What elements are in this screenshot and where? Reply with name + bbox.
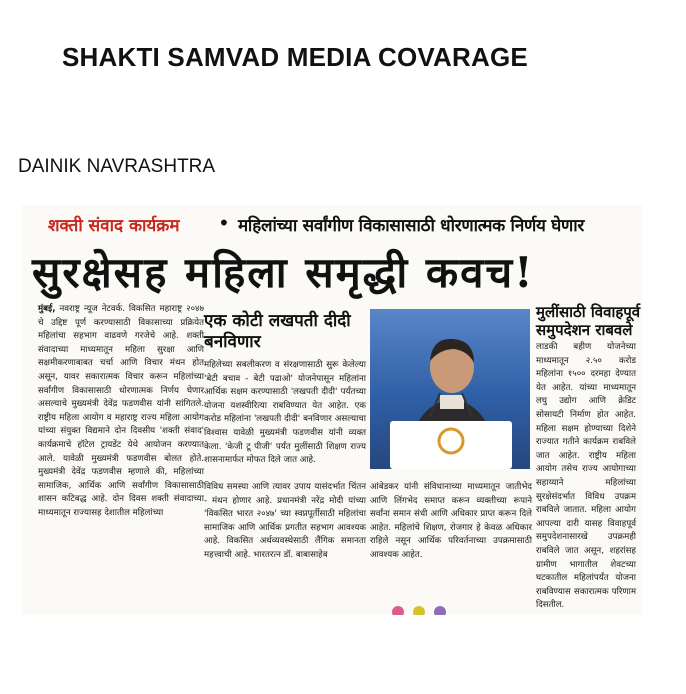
subheading-counselling: मुलींसाठी विवाहपूर्व समुपदेशन राबवले [536,303,641,339]
kicker-red: शक्ती संवाद कार्यक्रम [48,216,180,236]
column-2: महिलेच्या सबलीकरण व संरक्षणासाठी सुरू केलेल्या 'बेटी बचाव - बेटी पढाओ' योजनेपासून महिलांना आर्थिक सक्षम करण्यासाठी 'लखपती दीदी' पर्यंतच्या योजना यशस्वीरित्या राबविण्यात येत आहेत. एक करोड महिलांना 'लखपती दीदी' बनविणार असल्याचा विश्वास यावेळी मुख्यमंत्री फडणवीस यांनी व्यक्त केला. 'केजी टू पीजी' पर्यंत मुलींसाठी शिक्षण राज्य शासनामार्फत मोफत दिले जात आहे. [204,360,366,466]
dateline: मुंबई, [38,304,56,314]
source-label: DAINIK NAVRASHTRA [18,156,216,177]
slide-title: SHAKTI SAMVAD MEDIA COVARAGE [62,42,528,72]
column-4: लाडकी बहीण योजनेच्या माध्यमातून २.५० करोड महिलांना १५०० दरमहा देण्यात येत आहेत. यांच्या माध्यमातून लघु उद्योग आणि क्रेडिट सोसायटी निर्माण होत आहेत. महिला सक्षम होण्याच्या दिशेने राज्यात गतीने कार्यक्रम राबविले जात आहेत. राष्ट्रीय महिला आयोग तसेच राज्य आयोगाच्या सहाय्याने महिलांच्या सुरक्षेसंदर्भात विविध उपक्रम राबविले जातात. महिला आयोग आपल्या दारी यासह विवाहपूर्व समुपदेशनासारखे उपक्रमही राबविले जात असून, शहरांसह ग्रामीण भागातील शेवटच्या घटकातील महिलांपर्यंत योजना राबविण्यास सकारात्मक परिणाम दिसतील. [536,342,636,611]
decorative-dots [392,603,450,615]
kicker-bullet: • [218,211,230,235]
photo-speaker [370,309,530,469]
newspaper-clipping [22,205,642,615]
column-3b: आंबेडकर यांनी संविधानाच्या माध्यमातून जातीभेद आणि लिंगभेद समाप्त करून व्यक्तीच्या रूपाने सर्वांना समान संधी आणि अधिकार प्राप्त करून दिले आहेत. महिलांचे शिक्षण, रोजगार हे केवळ अधिकार राहिले नसून आर्थिक परिवर्तनाच्या उपक्रमासाठी आवश्यक आहेत. [370,482,532,560]
dot-purple [434,606,446,615]
kicker-row [22,211,642,241]
column-1-text: नवराष्ट्र न्यूज नेटवर्क. विकसित महाराष्ट्र २०४७ चे उद्दिष्ट पूर्ण करण्यासाठी विकासाच्या प्रक्रियेत महिलांचा सहभाग वाढवणे गरजेचे आहे. शक्ती संवादाच्या माध्यमातून महिला सुरक्षा आणि सक्षमीकरणाबाबत चर्चा आणि विचार मंथन होत असून, यावर सकारात्मक विचार करून महिलांच्या सर्वांगीण विकासासाठी धोरणात्मक निर्णय घेणार असल्याचे मुख्यमंत्री देवेंद्र फडणवीस यांनी सांगितले. राष्ट्रीय महिला आयोग व महाराष्ट्र राज्य महिला आयोग यांच्या संयुक्त विद्यमाने दोन दिवसीय 'शक्ती संवाद' कार्यक्रमाचे हॉटेल ट्रायडेंट येथे आयोजन करण्यात आले. यावेळी मुख्यमंत्री फडणवीस बोलत होते. मुख्यमंत्री देवेंद्र फडणवीस म्हणाले की, महिलांच्या सामाजिक, आर्थिक आणि सर्वांगीण विकासासाठी शासन कटिबद्ध आहे. दोन दिवस शक्ती संवादाच्या माध्यमातून राज्यासह देशातील महिलांच्या [38,304,204,518]
headline: सुरक्षेसह महिला समृद्धी कवच! [32,248,535,297]
dot-pink [392,606,404,615]
subheading-lakhpati: एक कोटी लखपती दीदी बनविणार [204,311,351,352]
dot-yellow [413,606,425,615]
speaker-illustration [370,309,530,469]
kicker-text: महिलांच्या सर्वांगीण विकासासाठी धोरणात्मक निर्णय घेणार [238,216,584,236]
column-1 [38,303,204,521]
column-3a: विविध समस्या आणि त्यावर उपाय यासंदर्भात चिंतन - मंथन होणार आहे. प्रधानमंत्री नरेंद्र मोदी यांच्या 'विकसित भारत २०४७' च्या स्वप्नपूर्तीसाठी महिलांचा सामाजिक आणि आर्थिक प्रगतीत सहभाग आवश्यक आहे. विकसित अर्थव्यवस्थेसाठी लैंगिक समानता महत्त्वाची आहे. भारतरत्न डॉ. बाबासाहेब [204,482,366,560]
